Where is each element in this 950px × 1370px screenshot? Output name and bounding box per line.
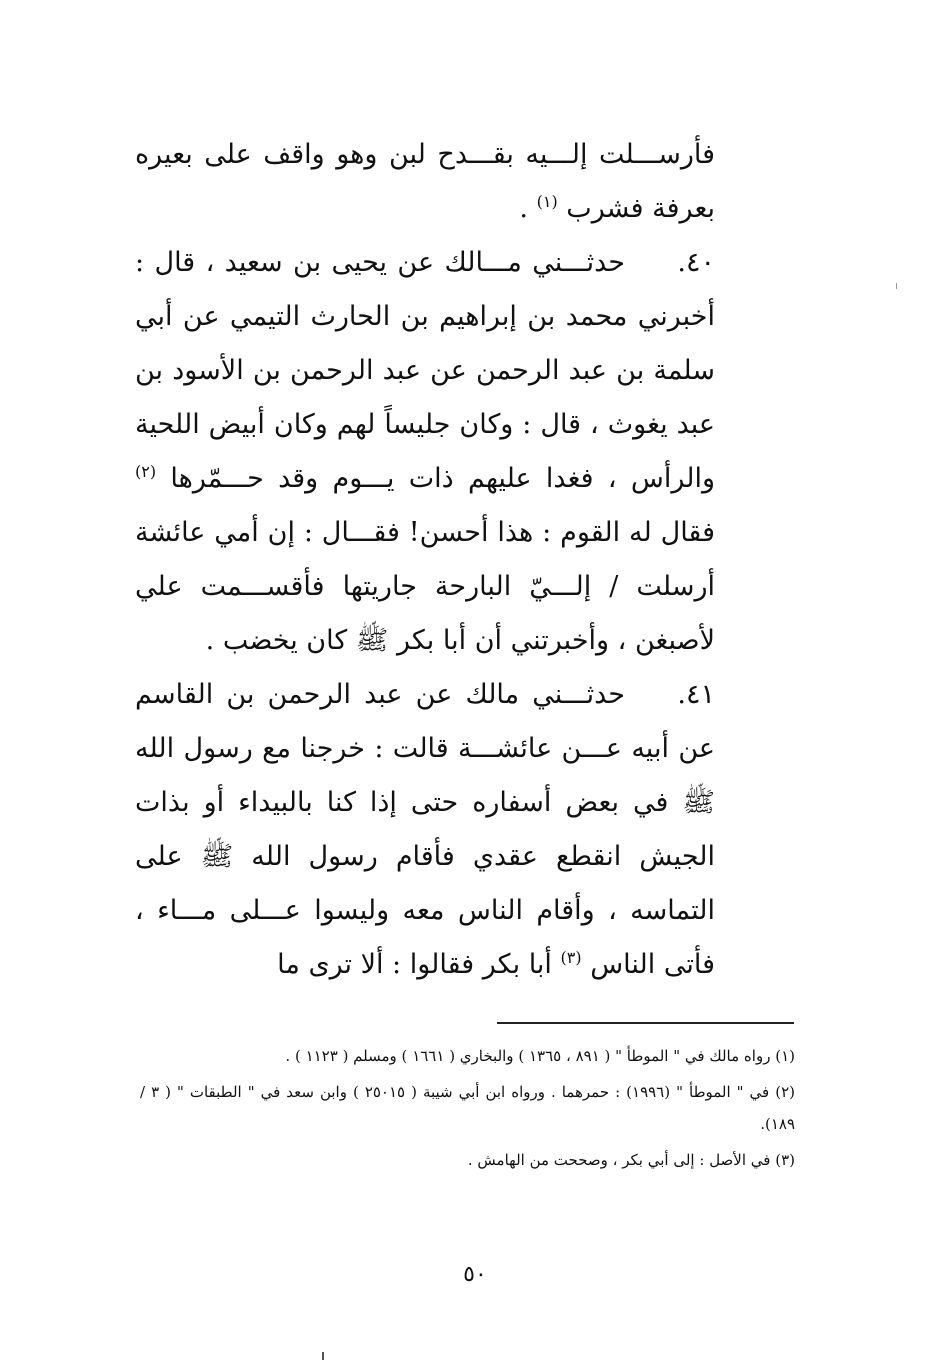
hadith-41 [135, 668, 715, 992]
scan-speck-margin [896, 283, 897, 289]
intro-end: . [519, 193, 537, 224]
footnote-1: (١) رواه مالك في " الموطأ " ( ٨٩١ ، ١٣٦٥ ) والبخاري ( ١٦٦١ ) ومسلم ( ١١٢٣ ) . [285, 1047, 795, 1065]
footnote-ref-3: (٣) [560, 948, 582, 967]
intro-paragraph [135, 128, 715, 236]
main-text [135, 128, 715, 992]
page-number: ٥٠ [463, 1262, 487, 1287]
intro-text: فأرســـلت إلـــيه بقـــدح لبن وهو واقف على بعيره بعرفة فشرب [135, 139, 715, 224]
footnote-separator [497, 1022, 794, 1024]
hadith-number-41: ٤١. [677, 679, 715, 710]
hadith-number-40: ٤٠. [677, 247, 715, 278]
footnote-3: (٣) في الأصل : إلى أبي بكر ، وصححت من الهامش . [467, 1151, 795, 1169]
footnote-ref-2: (٢) [135, 462, 157, 481]
hadith-41-text-a: حدثـــني مالك عن عبد الرحمن بن القاسم عن أبيه عـــن عائشـــة قالت : خرجنا مع رسول الله ﷺ في بعض أسفاره حتى إذا كنا بالبيداء أو بذات الجيش انقطع عقدي فأقام رسول الله ﷺ على التماسه ، وأقام الناس معه وليسوا عـــلى مـــاء ، فأتى الناس [135, 679, 716, 980]
hadith-41-text-b: أبا بكر فقالوا : ألا ترى ما [277, 949, 561, 980]
hadith-40 [135, 236, 715, 668]
footnote-2: (٢) في " الموطأ " (١٩٩٦) : حمرهما . ورواه ابن أبي شيبة ( ٢٥٠١٥ ) وابن سعد في " الطبقات " ( ٣ / ١٨٩). [140, 1083, 796, 1133]
footnote-ref-1: (١) [536, 192, 558, 211]
scan-speck [322, 1352, 324, 1360]
footnotes [140, 1040, 795, 1180]
hadith-40-text-a: حدثـــني مـــالك عن يحيى بن سعيد ، قال : أخبرني محمد بن إبراهيم بن الحارث التيمي عن أبي سلمة بن عبد الرحمن عن عبد الرحمن بن الأسود بن عبد يغوث ، قال : وكان جليساً لهم وكان أبيض اللحية والرأس ، فغدا عليهم ذات يـــوم وقد حـــمّرها [135, 247, 715, 494]
hadith-40-text-b: فقال له القوم : هذا أحسن! فقـــال : إن أمي عائشة أرسلت / إلـــيّ البارحة جاريتها فأقســـمت علي لأصبغن ، وأخبرتني أن أبا بكر ﷺ كان يخضب . [135, 517, 715, 656]
